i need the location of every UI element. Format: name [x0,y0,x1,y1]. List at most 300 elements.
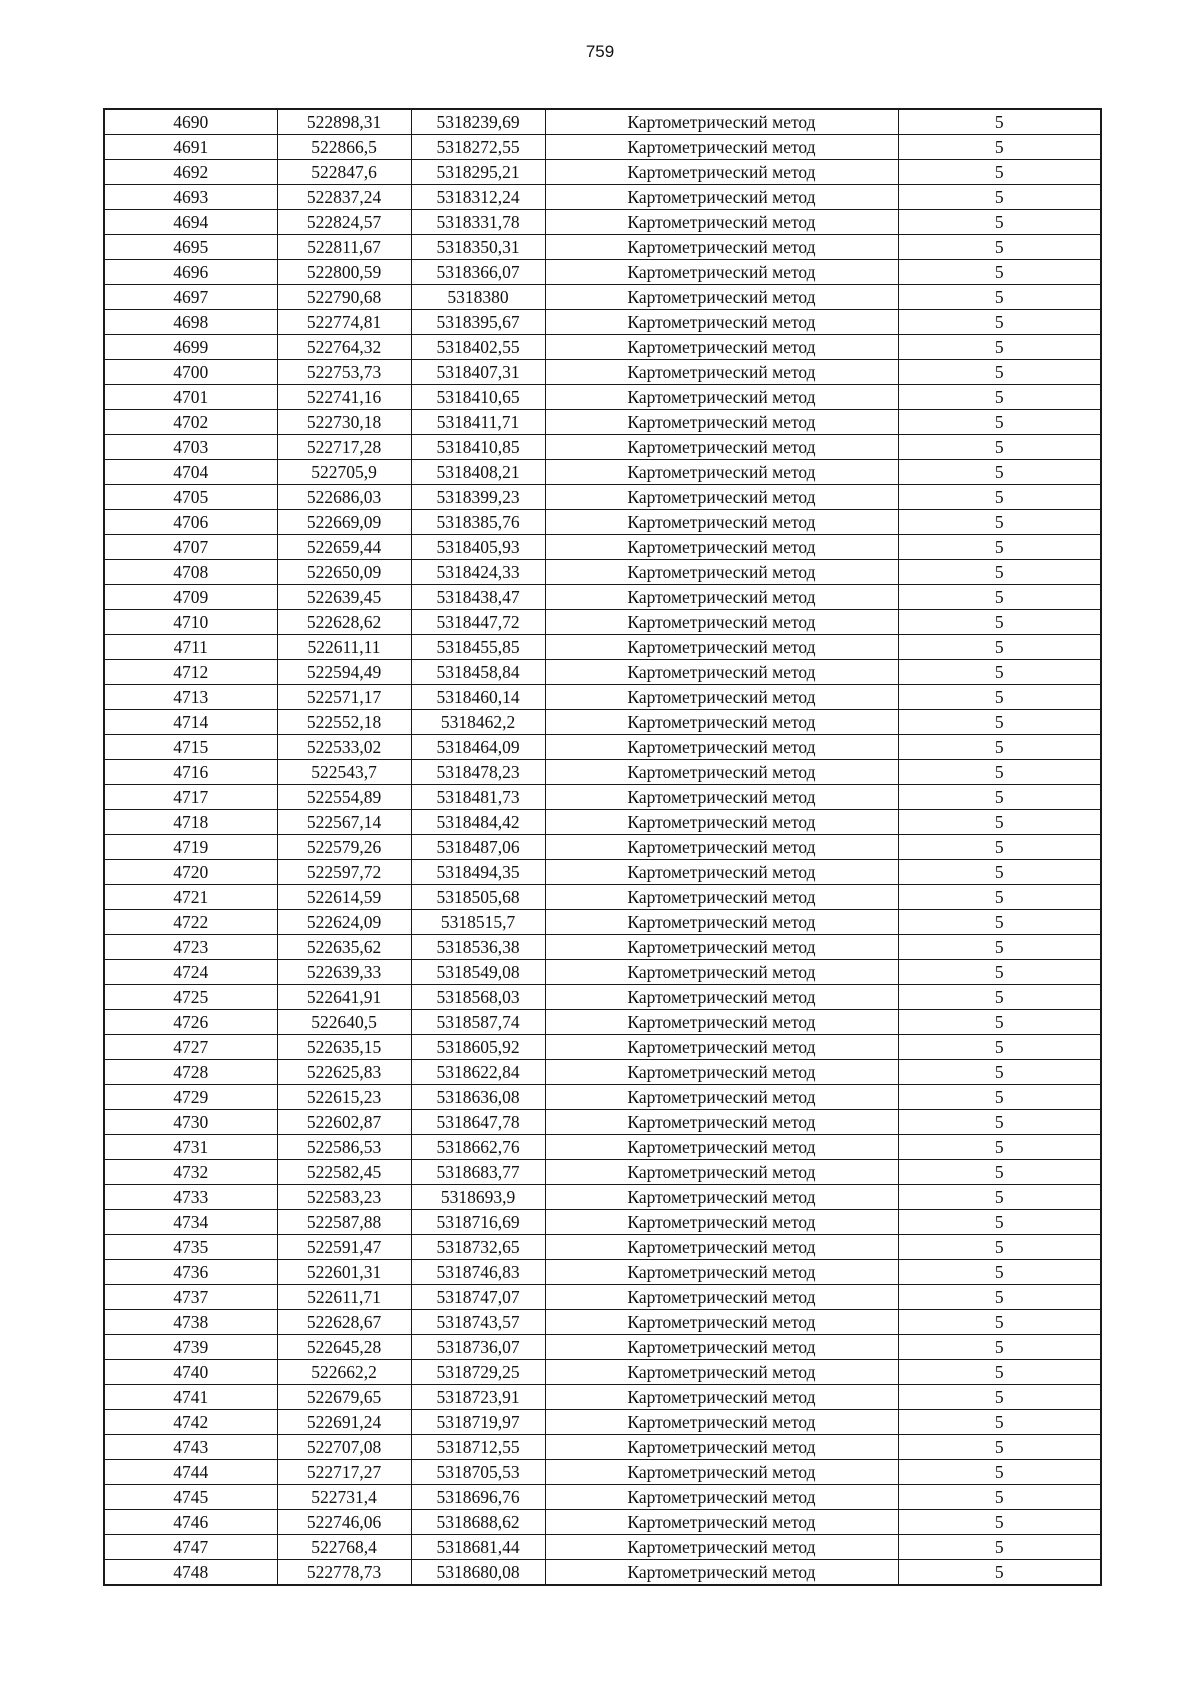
coordinate-y-cell: 5318729,25 [411,1360,545,1385]
coordinate-x-cell: 522614,59 [277,885,411,910]
method-cell: Картометрический метод [545,1435,898,1460]
point-number-cell: 4727 [104,1035,277,1060]
point-number-cell: 4705 [104,485,277,510]
point-number-cell: 4717 [104,785,277,810]
point-number-cell: 4700 [104,360,277,385]
coordinate-x-cell: 522624,09 [277,910,411,935]
table-row [104,135,1101,160]
coordinate-y-cell: 5318407,31 [411,360,545,385]
coordinate-x-cell: 522746,06 [277,1510,411,1535]
table-row [104,160,1101,185]
accuracy-cell: 5 [898,1360,1101,1385]
accuracy-cell: 5 [898,910,1101,935]
method-cell: Картометрический метод [545,1310,898,1335]
coordinate-x-cell: 522625,83 [277,1060,411,1085]
table-row [104,285,1101,310]
accuracy-cell: 5 [898,1135,1101,1160]
accuracy-cell: 5 [898,1160,1101,1185]
point-number-cell: 4738 [104,1310,277,1335]
point-number-cell: 4725 [104,985,277,1010]
accuracy-cell: 5 [898,235,1101,260]
coordinate-x-cell: 522731,4 [277,1485,411,1510]
coordinate-y-cell: 5318505,68 [411,885,545,910]
point-number-cell: 4730 [104,1110,277,1135]
table-row [104,1535,1101,1560]
method-cell: Картометрический метод [545,835,898,860]
method-cell: Картометрический метод [545,1285,898,1310]
accuracy-cell: 5 [898,185,1101,210]
method-cell: Картометрический метод [545,1460,898,1485]
point-number-cell: 4713 [104,685,277,710]
coordinate-y-cell: 5318239,69 [411,109,545,135]
point-number-cell: 4712 [104,660,277,685]
point-number-cell: 4743 [104,1435,277,1460]
method-cell: Картометрический метод [545,560,898,585]
table-row [104,1085,1101,1110]
coordinate-x-cell: 522898,31 [277,109,411,135]
coordinate-x-cell: 522533,02 [277,735,411,760]
table-row [104,1360,1101,1385]
table-row [104,960,1101,985]
coordinate-x-cell: 522679,65 [277,1385,411,1410]
coordinate-x-cell: 522800,59 [277,260,411,285]
table-row [104,335,1101,360]
accuracy-cell: 5 [898,935,1101,960]
coordinate-y-cell: 5318399,23 [411,485,545,510]
coordinate-x-cell: 522847,6 [277,160,411,185]
accuracy-cell: 5 [898,760,1101,785]
method-cell: Картометрический метод [545,260,898,285]
coordinate-y-cell: 5318705,53 [411,1460,545,1485]
point-number-cell: 4729 [104,1085,277,1110]
table-row [104,635,1101,660]
coordinate-x-cell: 522640,5 [277,1010,411,1035]
coordinate-y-cell: 5318410,65 [411,385,545,410]
accuracy-cell: 5 [898,210,1101,235]
point-number-cell: 4714 [104,710,277,735]
method-cell: Картометрический метод [545,1235,898,1260]
accuracy-cell: 5 [898,1060,1101,1085]
point-number-cell: 4704 [104,460,277,485]
coordinate-x-cell: 522730,18 [277,410,411,435]
table-row [104,1135,1101,1160]
coordinate-y-cell: 5318455,85 [411,635,545,660]
accuracy-cell: 5 [898,960,1101,985]
coordinate-y-cell: 5318295,21 [411,160,545,185]
coordinate-x-cell: 522567,14 [277,810,411,835]
coordinate-x-cell: 522552,18 [277,710,411,735]
method-cell: Картометрический метод [545,1085,898,1110]
method-cell: Картометрический метод [545,1535,898,1560]
point-number-cell: 4721 [104,885,277,910]
coordinate-y-cell: 5318549,08 [411,960,545,985]
table-row [104,109,1101,135]
method-cell: Картометрический метод [545,285,898,310]
coordinate-y-cell: 5318536,38 [411,935,545,960]
accuracy-cell: 5 [898,1435,1101,1460]
coordinate-y-cell: 5318438,47 [411,585,545,610]
method-cell: Картометрический метод [545,1385,898,1410]
coordinate-x-cell: 522611,11 [277,635,411,660]
method-cell: Картометрический метод [545,1360,898,1385]
coordinate-y-cell: 5318605,92 [411,1035,545,1060]
accuracy-cell: 5 [898,385,1101,410]
accuracy-cell: 5 [898,1460,1101,1485]
point-number-cell: 4722 [104,910,277,935]
accuracy-cell: 5 [898,635,1101,660]
accuracy-cell: 5 [898,1260,1101,1285]
coordinate-y-cell: 5318732,65 [411,1235,545,1260]
method-cell: Картометрический метод [545,735,898,760]
method-cell: Картометрический метод [545,1335,898,1360]
method-cell: Картометрический метод [545,1210,898,1235]
point-number-cell: 4706 [104,510,277,535]
table-row [104,810,1101,835]
method-cell: Картометрический метод [545,1010,898,1035]
point-number-cell: 4691 [104,135,277,160]
accuracy-cell: 5 [898,885,1101,910]
method-cell: Картометрический метод [545,109,898,135]
coordinate-y-cell: 5318494,35 [411,860,545,885]
point-number-cell: 4734 [104,1210,277,1235]
coordinate-y-cell: 5318484,42 [411,810,545,835]
method-cell: Картометрический метод [545,960,898,985]
method-cell: Картометрический метод [545,610,898,635]
point-number-cell: 4720 [104,860,277,885]
coordinate-y-cell: 5318723,91 [411,1385,545,1410]
coordinate-x-cell: 522597,72 [277,860,411,885]
table-row [104,1510,1101,1535]
accuracy-cell: 5 [898,1560,1101,1586]
method-cell: Картометрический метод [545,860,898,885]
coordinate-x-cell: 522639,45 [277,585,411,610]
coordinate-y-cell: 5318647,78 [411,1110,545,1135]
coordinate-x-cell: 522543,7 [277,760,411,785]
coordinate-x-cell: 522753,73 [277,360,411,385]
accuracy-cell: 5 [898,1110,1101,1135]
table-row [104,185,1101,210]
table-row [104,510,1101,535]
coordinate-y-cell: 5318680,08 [411,1560,545,1586]
coordinate-y-cell: 5318447,72 [411,610,545,635]
coordinate-y-cell: 5318464,09 [411,735,545,760]
accuracy-cell: 5 [898,1310,1101,1335]
coordinate-x-cell: 522583,23 [277,1185,411,1210]
coordinate-y-cell: 5318688,62 [411,1510,545,1535]
accuracy-cell: 5 [898,860,1101,885]
table-row [104,1435,1101,1460]
method-cell: Картометрический метод [545,385,898,410]
coordinate-y-cell: 5318385,76 [411,510,545,535]
coordinate-y-cell: 5318424,33 [411,560,545,585]
coordinate-x-cell: 522650,09 [277,560,411,585]
coordinate-x-cell: 522768,4 [277,1535,411,1560]
accuracy-cell: 5 [898,985,1101,1010]
table-row [104,1485,1101,1510]
coordinate-y-cell: 5318458,84 [411,660,545,685]
method-cell: Картометрический метод [545,635,898,660]
method-cell: Картометрический метод [545,185,898,210]
coordinate-y-cell: 5318712,55 [411,1435,545,1460]
coordinate-y-cell: 5318350,31 [411,235,545,260]
point-number-cell: 4731 [104,1135,277,1160]
coordinate-x-cell: 522790,68 [277,285,411,310]
point-number-cell: 4718 [104,810,277,835]
method-cell: Картометрический метод [545,160,898,185]
table-row [104,1310,1101,1335]
table-row [104,835,1101,860]
accuracy-cell: 5 [898,460,1101,485]
table-row [104,1335,1101,1360]
coordinate-y-cell: 5318743,57 [411,1310,545,1335]
method-cell: Картометрический метод [545,335,898,360]
coordinate-y-cell: 5318460,14 [411,685,545,710]
page-number: 759 [585,42,615,61]
coordinate-y-cell: 5318366,07 [411,260,545,285]
coordinate-x-cell: 522628,62 [277,610,411,635]
method-cell: Картометрический метод [545,510,898,535]
point-number-cell: 4694 [104,210,277,235]
point-number-cell: 4742 [104,1410,277,1435]
coordinate-y-cell: 5318411,71 [411,410,545,435]
coordinate-x-cell: 522586,53 [277,1135,411,1160]
accuracy-cell: 5 [898,535,1101,560]
point-number-cell: 4707 [104,535,277,560]
coordinate-y-cell: 5318331,78 [411,210,545,235]
method-cell: Картометрический метод [545,1485,898,1510]
accuracy-cell: 5 [898,1085,1101,1110]
coordinate-y-cell: 5318746,83 [411,1260,545,1285]
point-number-cell: 4745 [104,1485,277,1510]
coordinate-y-cell: 5318719,97 [411,1410,545,1435]
coordinate-x-cell: 522837,24 [277,185,411,210]
method-cell: Картометрический метод [545,760,898,785]
coordinate-x-cell: 522705,9 [277,460,411,485]
accuracy-cell: 5 [898,810,1101,835]
method-cell: Картометрический метод [545,710,898,735]
method-cell: Картометрический метод [545,585,898,610]
coordinate-x-cell: 522669,09 [277,510,411,535]
coordinate-y-cell: 5318395,67 [411,310,545,335]
accuracy-cell: 5 [898,710,1101,735]
coordinate-y-cell: 5318478,23 [411,760,545,785]
coordinate-x-cell: 522764,32 [277,335,411,360]
coordinate-x-cell: 522635,62 [277,935,411,960]
accuracy-cell: 5 [898,1285,1101,1310]
accuracy-cell: 5 [898,660,1101,685]
table-row [104,485,1101,510]
table-row [104,210,1101,235]
point-number-cell: 4732 [104,1160,277,1185]
point-number-cell: 4716 [104,760,277,785]
coordinate-y-cell: 5318622,84 [411,1060,545,1085]
accuracy-cell: 5 [898,1035,1101,1060]
accuracy-cell: 5 [898,1485,1101,1510]
coordinate-y-cell: 5318272,55 [411,135,545,160]
coordinate-x-cell: 522587,88 [277,1210,411,1235]
coordinate-y-cell: 5318312,24 [411,185,545,210]
method-cell: Картометрический метод [545,135,898,160]
coordinate-y-cell: 5318402,55 [411,335,545,360]
coordinate-y-cell: 5318736,07 [411,1335,545,1360]
coordinate-x-cell: 522591,47 [277,1235,411,1260]
coordinate-y-cell: 5318481,73 [411,785,545,810]
table-row [104,535,1101,560]
coordinate-x-cell: 522571,17 [277,685,411,710]
table-row [104,560,1101,585]
accuracy-cell: 5 [898,310,1101,335]
table-row [104,760,1101,785]
point-number-cell: 4733 [104,1185,277,1210]
method-cell: Картометрический метод [545,810,898,835]
coordinate-x-cell: 522615,23 [277,1085,411,1110]
point-number-cell: 4728 [104,1060,277,1085]
coordinate-x-cell: 522635,15 [277,1035,411,1060]
coordinate-x-cell: 522628,67 [277,1310,411,1335]
method-cell: Картометрический метод [545,410,898,435]
table-row [104,1185,1101,1210]
coordinate-y-cell: 5318487,06 [411,835,545,860]
accuracy-cell: 5 [898,285,1101,310]
coordinate-y-cell: 5318462,2 [411,710,545,735]
point-number-cell: 4709 [104,585,277,610]
method-cell: Картометрический метод [545,1110,898,1135]
point-number-cell: 4719 [104,835,277,860]
coordinate-x-cell: 522659,44 [277,535,411,560]
accuracy-cell: 5 [898,1235,1101,1260]
point-number-cell: 4703 [104,435,277,460]
coordinate-y-cell: 5318405,93 [411,535,545,560]
accuracy-cell: 5 [898,1535,1101,1560]
table-row [104,1560,1101,1586]
coordinate-x-cell: 522662,2 [277,1360,411,1385]
method-cell: Картометрический метод [545,535,898,560]
coordinate-x-cell: 522579,26 [277,835,411,860]
table-row [104,1110,1101,1135]
coordinate-x-cell: 522866,5 [277,135,411,160]
table-row [104,735,1101,760]
table-row [104,1285,1101,1310]
coordinate-x-cell: 522601,31 [277,1260,411,1285]
accuracy-cell: 5 [898,435,1101,460]
coordinate-y-cell: 5318568,03 [411,985,545,1010]
coordinate-x-cell: 522824,57 [277,210,411,235]
accuracy-cell: 5 [898,735,1101,760]
point-number-cell: 4736 [104,1260,277,1285]
point-number-cell: 4735 [104,1235,277,1260]
point-number-cell: 4695 [104,235,277,260]
method-cell: Картометрический метод [545,1410,898,1435]
method-cell: Картометрический метод [545,1135,898,1160]
method-cell: Картометрический метод [545,935,898,960]
coordinate-x-cell: 522602,87 [277,1110,411,1135]
accuracy-cell: 5 [898,360,1101,385]
method-cell: Картометрический метод [545,685,898,710]
accuracy-cell: 5 [898,135,1101,160]
point-number-cell: 4698 [104,310,277,335]
coordinate-y-cell: 5318747,07 [411,1285,545,1310]
point-number-cell: 4701 [104,385,277,410]
table-row [104,885,1101,910]
table-row [104,1385,1101,1410]
point-number-cell: 4726 [104,1010,277,1035]
method-cell: Картометрический метод [545,1560,898,1586]
point-number-cell: 4737 [104,1285,277,1310]
coordinate-y-cell: 5318693,9 [411,1185,545,1210]
accuracy-cell: 5 [898,585,1101,610]
table-row [104,360,1101,385]
table-row [104,1460,1101,1485]
method-cell: Картометрический метод [545,1160,898,1185]
accuracy-cell: 5 [898,1510,1101,1535]
method-cell: Картометрический метод [545,360,898,385]
coordinate-x-cell: 522707,08 [277,1435,411,1460]
accuracy-cell: 5 [898,785,1101,810]
method-cell: Картометрический метод [545,310,898,335]
table-row [104,685,1101,710]
table-row [104,1210,1101,1235]
point-number-cell: 4690 [104,109,277,135]
accuracy-cell: 5 [898,1385,1101,1410]
method-cell: Картометрический метод [545,910,898,935]
method-cell: Картометрический метод [545,1260,898,1285]
coordinate-y-cell: 5318662,76 [411,1135,545,1160]
method-cell: Картометрический метод [545,985,898,1010]
coordinates-table-body [104,109,1101,1585]
accuracy-cell: 5 [898,410,1101,435]
coordinate-y-cell: 5318696,76 [411,1485,545,1510]
coordinate-x-cell: 522641,91 [277,985,411,1010]
accuracy-cell: 5 [898,835,1101,860]
coordinate-x-cell: 522774,81 [277,310,411,335]
accuracy-cell: 5 [898,1210,1101,1235]
point-number-cell: 4747 [104,1535,277,1560]
point-number-cell: 4693 [104,185,277,210]
coordinate-x-cell: 522778,73 [277,1560,411,1586]
coordinate-x-cell: 522741,16 [277,385,411,410]
method-cell: Картометрический метод [545,1185,898,1210]
point-number-cell: 4744 [104,1460,277,1485]
table-row [104,860,1101,885]
coordinate-x-cell: 522717,28 [277,435,411,460]
point-number-cell: 4723 [104,935,277,960]
table-row [104,435,1101,460]
method-cell: Картометрический метод [545,1035,898,1060]
coordinate-x-cell: 522611,71 [277,1285,411,1310]
coordinate-y-cell: 5318636,08 [411,1085,545,1110]
point-number-cell: 4739 [104,1335,277,1360]
point-number-cell: 4746 [104,1510,277,1535]
coordinate-x-cell: 522686,03 [277,485,411,510]
point-number-cell: 4740 [104,1360,277,1385]
coordinate-x-cell: 522811,67 [277,235,411,260]
accuracy-cell: 5 [898,335,1101,360]
table-row [104,310,1101,335]
coordinate-y-cell: 5318380 [411,285,545,310]
accuracy-cell: 5 [898,1410,1101,1435]
accuracy-cell: 5 [898,1185,1101,1210]
accuracy-cell: 5 [898,1010,1101,1035]
point-number-cell: 4702 [104,410,277,435]
accuracy-cell: 5 [898,485,1101,510]
method-cell: Картометрический метод [545,1060,898,1085]
point-number-cell: 4708 [104,560,277,585]
table-row [104,985,1101,1010]
coordinates-table [103,108,1102,1586]
coordinate-y-cell: 5318408,21 [411,460,545,485]
table-row [104,585,1101,610]
coordinate-x-cell: 522639,33 [277,960,411,985]
